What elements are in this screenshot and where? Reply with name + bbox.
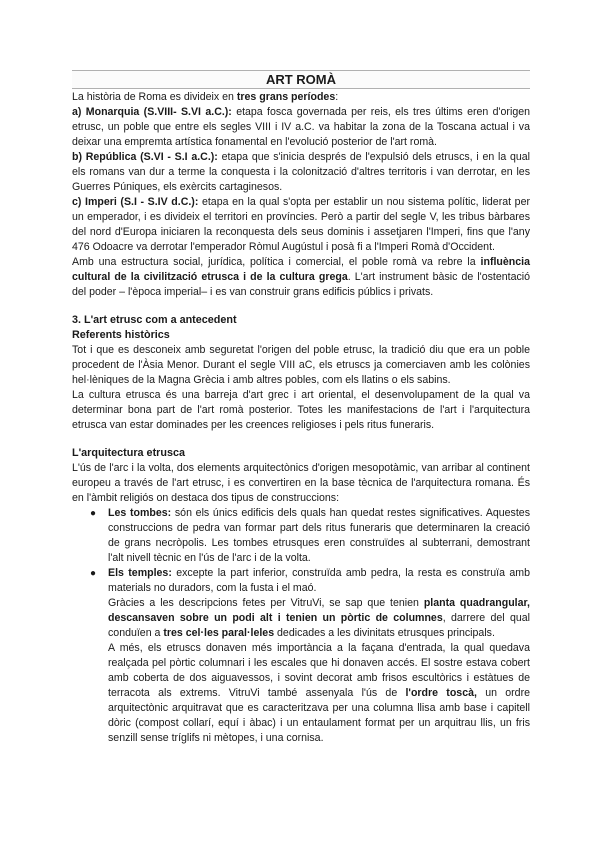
period-label: c) Imperi (S.I - S.IV d.C.):: [72, 196, 199, 208]
intro-suffix: :: [335, 91, 339, 103]
temples-text: excepte la part inferior, construïda amb pedra, la resta es construïa amb materials no duradors, com la fusta i el maó.: [108, 567, 530, 594]
section-heading: 3. L'art etrusc com a antecedent: [72, 314, 237, 326]
construction-list: [72, 506, 530, 746]
bullet-icon: ●: [90, 568, 97, 579]
architecture-intro: L'ús de l'arc i la volta, dos elements arquitectònics d'origen mesopotàmic, van arribar al continent europeu a través de l'art etrusc, i es convertiren en la base tècnica de l'arquitectura romana. És en l'àmbit religiós on destaca dos tipus de construccions:: [72, 462, 530, 504]
society-text: Amb una estructura social, jurídica, política i comercial, el poble romà va rebre la: [72, 256, 481, 268]
tombs-label: Les tombes:: [108, 507, 172, 519]
tombs-text: són els únics edificis dels quals han quedat restes significatives. Aquestes construccions de pedra van formar part dels ritus funeraris que determinaren la creació de grans necròpolis. Les tombes etrusques eren construïdes al subterrani, demostrant l'alt nivell tècnic en l'ús de l'arc i de la volta.: [108, 507, 530, 564]
facade-text: A més, els etruscs donaven més importància a la façana d'entrada, la qual quedava realçada pel pòrtic columnari i les escales que hi donaven accés. El sostre estava cobert amb coberta de dos aiguavessos, i sovint decorat amb frisos escultòrics i estàtues de terracota als extrems. VitruVi també assenyala l'ús de: [108, 642, 530, 699]
temples-label: Els temples:: [108, 567, 172, 579]
society-bold: influència cultural de la civilització etrusca i de la cultura grega: [72, 256, 530, 283]
vitruvi-paragraph: [108, 596, 530, 641]
period-label: a) Monarquia (S.VIII- S.VI a.C.):: [72, 106, 232, 118]
society-paragraph: [72, 255, 530, 300]
section-subheading: Referents històrics: [72, 329, 170, 341]
period-label: b) República (S.VI - S.I a.C.):: [72, 151, 218, 163]
vitruvi-bold: planta quadrangular, descansaven sobre un podi alt i tenien un pòrtic de columnes: [108, 597, 530, 624]
facade-bold: l'ordre toscà,: [405, 687, 477, 699]
society-suffix: . L'art instrument bàsic de l'ostentació del poder – l'època imperial– i es van construir grans edificis públics i privats.: [72, 271, 531, 298]
list-item-tombs: [90, 506, 530, 566]
intro-text: La història de Roma es divideix en: [72, 91, 237, 103]
document-page: [72, 70, 530, 746]
bullet-icon: ●: [90, 508, 97, 519]
history-paragraph-1: Tot i que es desconeix amb seguretat l'origen del poble etrusc, la tradició diu que era un poble procedent de l'Àsia Menor. Durant el segle VIII aC, els etruscs ja comerciaven amb les colònies hel·lèniques de la Magna Grècia i amb altres pobles, com els llatins o els sabins.: [72, 344, 530, 386]
history-paragraph-2: La cultura etrusca és una barreja d'art grec i art oriental, el desenvolupament de la qual va determinar bona part de l'art romà posterior. Totes les manifestacions de l'art i l'arquitectura etrusca van estar dominades per les creences religioses i pels ritus funeraris.: [72, 389, 530, 431]
period-text: etapa en la qual s'opta per establir un nou sistema polític, liderat per un emperador, i es divideix el territori en províncies. Però a partir del segle V, les tribus bàrbares del nord d'Europa iniciaren la reconquesta dels seus dominis i assetjaren l'Imperi, fins que l'any 476 Odoacre va derrotar l'emperador Ròmul Augústul i posà fi a l'Imperi Romà d'Occident.: [72, 196, 530, 253]
vitruvi-text: dedicades a les divinitats etrusques principals.: [274, 627, 495, 639]
architecture-heading: L'arquitectura etrusca: [72, 447, 185, 459]
list-item-temples: [90, 566, 530, 746]
period-monarquia: [72, 105, 530, 150]
vitruvi-text: Gràcies a les descripcions fetes per VitruVi, se sap que tenien: [108, 597, 424, 609]
page-title: ART ROMÀ: [72, 70, 530, 89]
intro-paragraph: [72, 90, 530, 105]
period-imperi: [72, 195, 530, 255]
period-text: etapa fosca governada per reis, els tres últims eren d'origen etrusc, un poble que entre els segles VIII i IV a.C. va habitar la zona de la Toscana actual i va deixar una empremta artística fonamental en l'evolució posterior de l'art romà.: [72, 106, 530, 148]
period-republica: [72, 150, 530, 195]
vitruvi-text: , darrere del qual conduïen a: [108, 612, 530, 639]
intro-bold: tres grans períodes: [236, 91, 336, 103]
facade-paragraph: [108, 641, 530, 746]
vitruvi-bold: tres cel·les paral·leles: [163, 627, 275, 639]
period-text: etapa que s'inicia després de l'expulsió dels etruscs, i en la qual els romans van dur a terme la conquesta i la colonització d'altres territoris i van derrotar, en les Guerres Púniques, els exèrcits cartaginesos.: [72, 151, 530, 193]
facade-text: un ordre arquitectònic arquitravat que es caracteritzava per una columna llisa amb base i capitell dòric (compost collarí, equí i àbac) i un entaulament format per un arquitrau llis, un fris senzill sense tríglifs ni mètopes, i una cornisa.: [108, 687, 530, 744]
